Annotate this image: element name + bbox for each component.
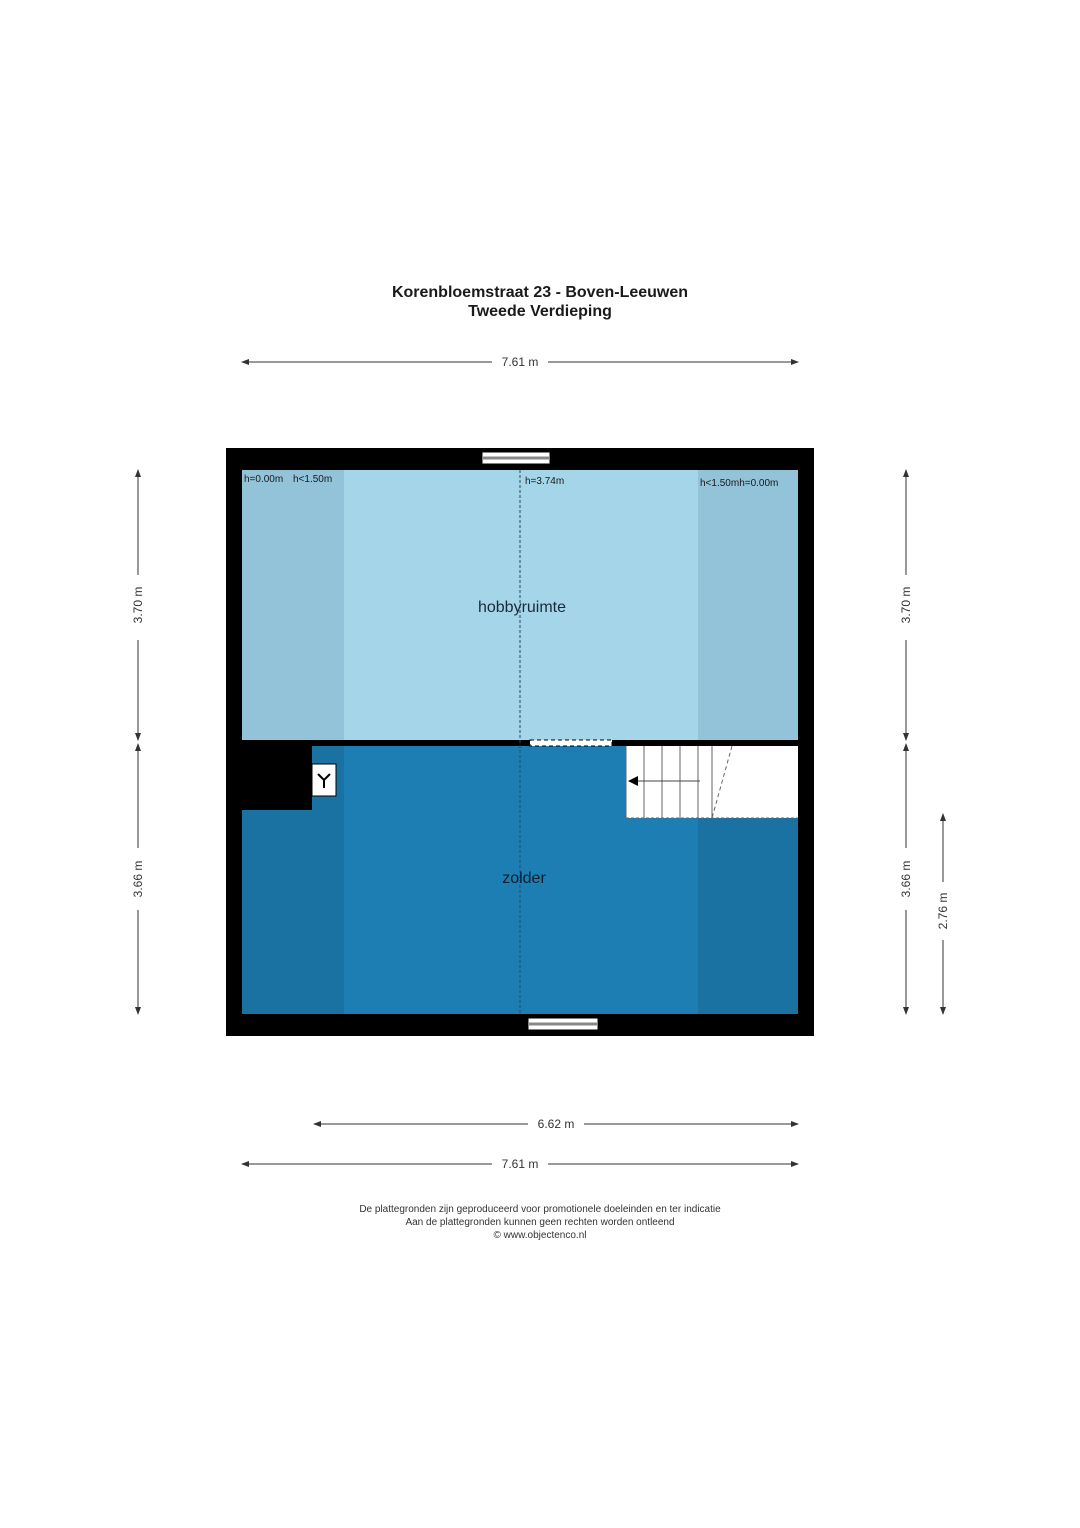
dimension-label: 3.66 m: [899, 860, 913, 898]
dimension-label: 3.70 m: [131, 586, 145, 624]
dimension-left-upper: [131, 470, 145, 740]
copyright-line: © www.objectenco.nl: [493, 1230, 587, 1241]
dimension-right-partial: [936, 814, 950, 1014]
dimension-left-lower: [131, 744, 145, 1014]
dimension-label: 7.61 m: [501, 355, 539, 369]
dimension-bottom-outer: [242, 1157, 798, 1171]
page-title: Korenbloemstraat 23 - Boven-Leeuwen: [391, 284, 689, 301]
hobbyruimte-slope-right: [698, 470, 798, 740]
room-name-hobbyruimte: hobbyruimte: [477, 599, 567, 616]
dimension-top-width: [242, 355, 798, 369]
height-label: h<1.50mh=0.00m: [700, 478, 779, 489]
chimney: [242, 740, 312, 810]
divider-opening: [530, 740, 612, 746]
height-label: h=0.00m: [244, 474, 284, 485]
dimension-label: 3.66 m: [131, 860, 145, 898]
hobbyruimte-slope-left: [242, 470, 344, 740]
height-label: h<1.50m: [293, 474, 333, 485]
disclaimer-line: De plattegronden zijn geproduceerd voor promotionele doeleinden en ter indicatie: [359, 1204, 721, 1215]
room-name-zolder: zolder: [502, 870, 546, 887]
dimension-right-upper: [899, 470, 913, 740]
floor-subtitle: Tweede Verdieping: [468, 303, 612, 320]
dimension-label: 7.61 m: [501, 1157, 539, 1171]
height-label: h=3.74m: [525, 476, 565, 487]
dimension-right-lower: [899, 744, 913, 1014]
disclaimer-line: Aan de plattegronden kunnen geen rechten worden ontleend: [405, 1217, 675, 1228]
dimension-label: 3.70 m: [899, 586, 913, 624]
dimension-label: 6.62 m: [537, 1117, 575, 1131]
dimension-label: 2.76 m: [936, 892, 950, 930]
stairwell: [626, 746, 798, 818]
dimension-bottom-inner: [314, 1117, 798, 1131]
